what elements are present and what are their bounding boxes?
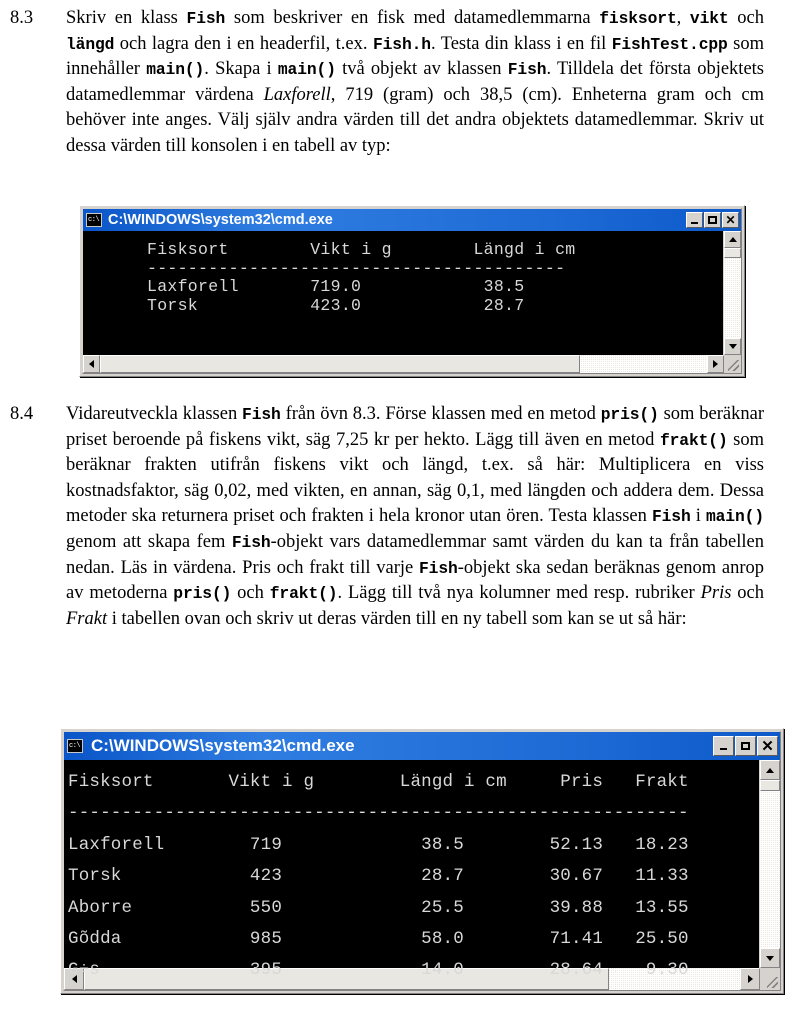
- close-icon: ✕: [761, 737, 774, 755]
- text-span: och lagra den i en headerfil, t.ex.: [114, 33, 373, 54]
- code-span: main(): [146, 60, 205, 80]
- console-line: Gõdda 985 58.0 71.41 25.50: [68, 929, 689, 950]
- scroll-up-button[interactable]: [724, 231, 741, 248]
- arrow-up-icon: [766, 768, 774, 773]
- code-span: pris(): [600, 405, 659, 424]
- scroll-down-button[interactable]: [724, 338, 741, 355]
- window-title: C:\WINDOWS\system32\cmd.exe: [108, 212, 333, 228]
- text-span: -objekt ska sedan beräknas genom anrop av metoderna: [66, 557, 764, 604]
- window-inner-frame: [82, 208, 742, 374]
- text-span: två objekt av klassen: [335, 59, 508, 80]
- code-span: Fish: [651, 507, 691, 527]
- cmd-console-window-1[interactable]: [79, 205, 745, 377]
- exercise-text: [66, 402, 764, 632]
- window-inner-frame: [63, 731, 781, 991]
- arrow-up-icon: [729, 237, 737, 242]
- text-span: genom att skapa fem: [66, 531, 232, 552]
- code-span: Fish: [242, 405, 281, 424]
- console-line: ----------------------------------------------------------: [68, 803, 689, 824]
- resize-grip[interactable]: [724, 355, 741, 373]
- console-line: -----------------------------------------: [147, 258, 566, 278]
- window-controls: [713, 736, 778, 756]
- console-screen-1[interactable]: [83, 231, 723, 355]
- text-span: som beräknar priset beroende på fiskens vikt, säg 7,25 kr per hekto. Lägg till även en metod: [66, 404, 764, 450]
- cmd-console-window-2[interactable]: [60, 728, 784, 994]
- exercise-number: 8.4: [10, 404, 34, 424]
- cmd-icon: c:\: [86, 213, 102, 227]
- maximize-icon: [708, 216, 717, 224]
- text-span: Skriv en klass: [66, 8, 187, 28]
- console-line: Torsk 423.0 28.7: [147, 295, 525, 315]
- cmd-icon: c:\: [67, 739, 83, 753]
- minimize-icon: [720, 748, 727, 750]
- code-span: frakt(): [659, 430, 728, 450]
- code-span: main(): [277, 60, 336, 80]
- text-span: ,: [676, 8, 690, 28]
- text-span: . Skapa i: [204, 59, 278, 80]
- code-span: pris(): [173, 584, 232, 604]
- emphasis-span: Laxforell: [263, 84, 331, 105]
- scroll-left-button[interactable]: [83, 355, 100, 373]
- maximize-button[interactable]: [704, 212, 721, 228]
- text-span: och: [231, 583, 270, 604]
- text-span: från övn 8.3. Förse klassen med en metod: [280, 404, 601, 424]
- text-span: -objekt vars datamedlemmar samt värden du kan ta från tabellen nedan. Läs in värdena. Pris och frakt till varje: [66, 531, 764, 578]
- text-span: som beskriver en fisk med datamedlemmarna: [225, 8, 600, 28]
- console-line: Fisksort Vikt i g Längd i cm Pris Frakt: [68, 772, 689, 792]
- scroll-up-button[interactable]: [760, 760, 780, 780]
- titlebar[interactable]: [64, 732, 780, 760]
- code-span: Fish: [186, 9, 226, 28]
- window-controls: [686, 212, 739, 228]
- code-span: vikt: [689, 9, 729, 28]
- console-body: [64, 760, 780, 981]
- arrow-down-icon: [729, 344, 737, 349]
- console-screen-2[interactable]: [64, 760, 759, 981]
- arrow-down-icon: [766, 956, 774, 961]
- resize-grip[interactable]: [760, 968, 780, 990]
- vertical-scroll-track[interactable]: [760, 780, 780, 948]
- window-title: C:\WINDOWS\system32\cmd.exe: [91, 736, 355, 755]
- text-span: i: [690, 506, 706, 527]
- text-span: som innehåller: [66, 33, 764, 80]
- arrow-right-icon: [713, 360, 718, 368]
- vertical-scroll-track[interactable]: [724, 248, 741, 338]
- code-span: FishTest.cpp: [611, 34, 728, 54]
- text-span: . Tilldela det första objektets datamedlemmar värdena: [66, 59, 764, 105]
- console-line: Torsk 423 28.7 30.67 11.33: [68, 866, 689, 887]
- emphasis-span: Pris: [700, 583, 732, 604]
- console-line: Laxforell 719 38.5 52.13 18.23: [68, 834, 689, 855]
- console-line: Fisksort Vikt i g Längd i cm: [147, 240, 576, 259]
- text-span: . Lägg till två nya kolumner med resp. rubriker: [337, 583, 701, 604]
- exercise-block-8-4: [0, 402, 764, 632]
- emphasis-span: Frakt: [66, 608, 108, 629]
- scroll-right-button[interactable]: [707, 355, 724, 373]
- code-span: main(): [705, 507, 764, 527]
- code-span: Fish: [419, 558, 458, 578]
- scroll-down-button[interactable]: [760, 948, 780, 968]
- code-span: frakt(): [269, 584, 338, 604]
- text-span: och: [728, 8, 764, 28]
- code-span: Fish: [507, 60, 547, 80]
- minimize-button[interactable]: [713, 736, 734, 756]
- minimize-button[interactable]: [686, 212, 703, 228]
- exercise-text: [66, 6, 764, 160]
- minimize-icon: [691, 222, 698, 224]
- vertical-scroll-thumb[interactable]: [724, 248, 741, 258]
- close-button[interactable]: [722, 212, 739, 228]
- text-span: Vidareutveckla klassen: [66, 404, 243, 424]
- titlebar[interactable]: [83, 209, 741, 231]
- close-button[interactable]: [757, 736, 778, 756]
- console-line: Laxforell 719.0 38.5: [147, 277, 525, 297]
- console-line: G÷s 395 14.0 28.64 9.30: [68, 960, 689, 981]
- horizontal-scroll-track[interactable]: [100, 355, 707, 373]
- horizontal-scrollbar-row: [83, 355, 741, 373]
- text-span: och: [731, 583, 765, 604]
- console-body: [83, 231, 741, 355]
- text-span: som beräknar frakten utifrån fiskens vikt och längd, t.ex. så här: Multiplicera en viss kostnadsfaktor, säg 0,02, med vikten, en annan, säg 0,1, med längden och addera dem. Dessa metoder ska returnera priset och frakten i hela kronor utan ören. Testa klassen: [66, 429, 764, 527]
- exercise-number: 8.3: [10, 8, 34, 28]
- code-span: Fish: [231, 532, 271, 552]
- text-span: , 719 (gram) och 38,5 (cm). Enheterna gram och cm behöver inte anges. Välj själv andra värden till det andra objektets datamedlemmar. Skriv ut dessa värden till konsolen i en tabell av typ:: [66, 84, 764, 156]
- code-span: fisksort: [599, 9, 677, 28]
- exercise-block-8-3: [0, 6, 764, 160]
- horizontal-scrollbar[interactable]: [83, 355, 724, 373]
- horizontal-scroll-thumb[interactable]: [100, 355, 580, 373]
- close-icon: ✕: [725, 213, 736, 227]
- console-line: Aborre 550 25.5 39.88 13.55: [68, 897, 689, 918]
- vertical-scroll-thumb[interactable]: [760, 780, 780, 791]
- text-span: . Testa din klass i en fil: [430, 33, 612, 54]
- code-span: längd: [66, 34, 115, 54]
- vertical-scrollbar[interactable]: [759, 760, 780, 968]
- arrow-left-icon: [89, 360, 94, 368]
- vertical-scrollbar[interactable]: [723, 231, 741, 355]
- text-span: i tabellen ovan och skriv ut deras värden till en ny tabell som kan se ut så här:: [107, 608, 687, 629]
- code-span: Fish.h: [372, 34, 431, 54]
- maximize-icon: [741, 742, 750, 750]
- maximize-button[interactable]: [735, 736, 756, 756]
